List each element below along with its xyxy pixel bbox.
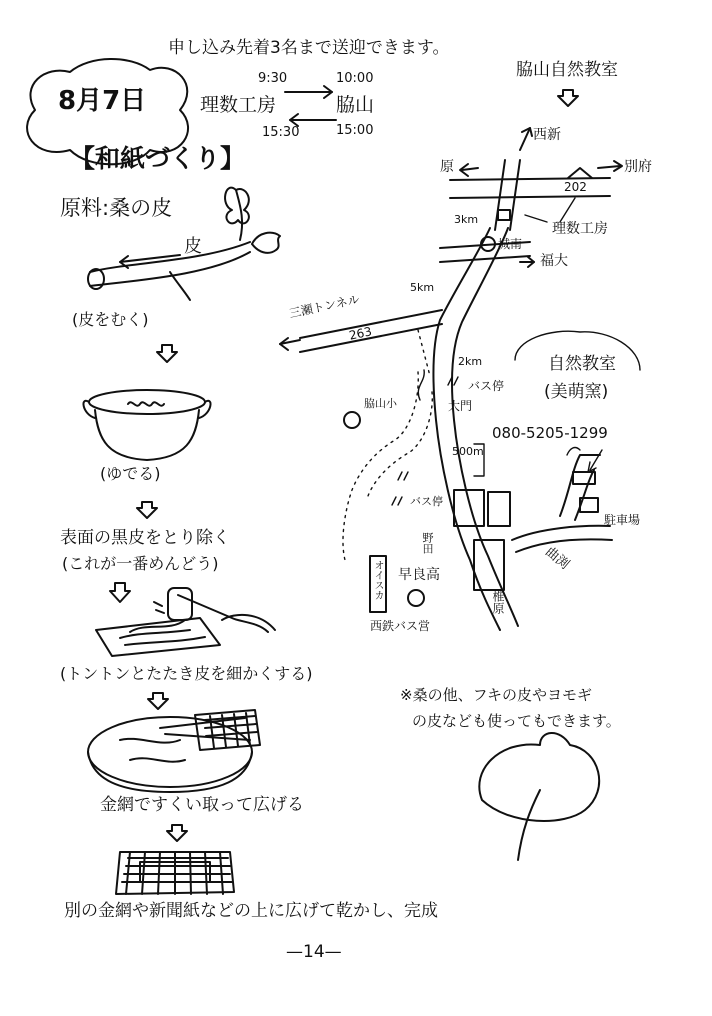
- depart-time: 9:30: [258, 71, 288, 86]
- map-magarifuchi: 曲渕: [542, 544, 572, 573]
- map-fukudai: 福大: [540, 253, 568, 269]
- venue-phone: 080-5205-1299: [492, 424, 608, 442]
- map-wakiyama-school: 脇山小: [364, 397, 397, 410]
- map-shiibaru: 椎原: [491, 590, 505, 614]
- bark-label: 皮: [184, 236, 202, 257]
- venue-kiln: (美萌窯): [544, 382, 609, 402]
- map-route-263: 263: [347, 324, 374, 343]
- boiling-pot-illustration: [83, 390, 210, 460]
- map-distance-500m: 500m: [452, 445, 484, 458]
- map-beppu: 別府: [624, 159, 652, 175]
- map-distance-2km: 2km: [458, 355, 483, 368]
- map-nishitetsu-bus: 西鉄バス営: [370, 619, 431, 633]
- step-boil: (ゆでる): [100, 464, 161, 483]
- map-sawara-high: 早良高: [398, 567, 440, 583]
- map-title: 脇山自然教室: [516, 60, 618, 80]
- drying-screen-illustration: [116, 852, 234, 894]
- venue-name: 自然教室: [548, 354, 616, 374]
- step-beat: (トントンとたたき皮を細かくする): [60, 664, 313, 683]
- workshop-title: 【和紙づくり】: [70, 144, 246, 173]
- return-depart-time: 15:00: [336, 123, 374, 138]
- map-distance-5km: 5km: [410, 281, 435, 294]
- map-rikou: 理数工房: [552, 221, 608, 237]
- map-distance-3km: 3km: [454, 213, 479, 226]
- map-route-202: 202: [564, 180, 587, 194]
- map-nishijin: 西新: [533, 127, 561, 143]
- map-bus-stop: バス停: [468, 379, 505, 393]
- map-tunnel: 三瀬トンネル: [287, 292, 361, 321]
- arrive-time: 10:00: [336, 71, 374, 86]
- note-line-2: の皮なども使ってもできます。: [412, 712, 621, 730]
- destination-label: 脇山: [336, 94, 375, 116]
- pickup-note: 申し込み先着3名まで送迎できます。: [168, 38, 450, 58]
- schedule-arrows: [285, 86, 336, 126]
- map-daimon: 大門: [448, 399, 473, 413]
- butterbur-leaf-illustration: [479, 733, 599, 860]
- map-hara: 原: [440, 159, 454, 175]
- event-date: 8月7日: [58, 86, 147, 116]
- step-arrows: [110, 345, 187, 841]
- step-remove-black-bark: 表面の黒皮をとり除く: [60, 528, 230, 548]
- map-jonan: 城南: [498, 237, 523, 251]
- page-number: —14—: [286, 942, 342, 962]
- map-oisuka: オイスカ: [372, 560, 383, 600]
- map-bus-stop-2: バス停: [410, 495, 443, 508]
- material-label: 原料:桑の皮: [60, 196, 173, 220]
- note-line-1: ※桑の他、フキの皮やヨモギ: [400, 686, 592, 704]
- step-remove-note: (これが一番めんどう): [62, 554, 219, 573]
- map-noda: 野田: [421, 532, 434, 554]
- pan-and-net-illustration: [88, 710, 260, 792]
- step-dry: 別の金網や新聞紙などの上に広げて乾かし、完成: [64, 901, 438, 921]
- map-parking: 駐車場: [604, 513, 641, 527]
- origin-label: 理数工房: [200, 94, 277, 116]
- step-peel: (皮をむく): [72, 310, 149, 329]
- return-arrive-time: 15:30: [262, 125, 300, 140]
- step-scoop: 金網ですくい取って広げる: [100, 795, 304, 815]
